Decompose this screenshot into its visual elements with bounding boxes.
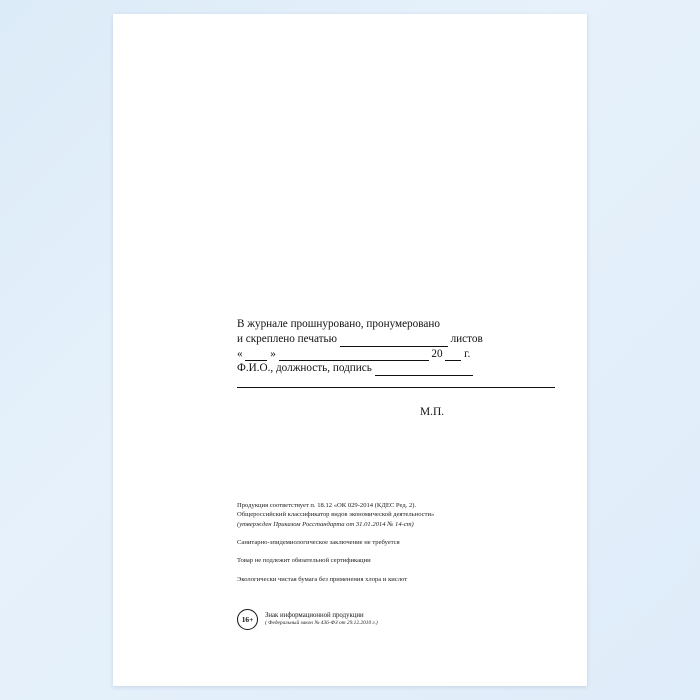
date-quote-close: » <box>270 347 276 360</box>
signatory-blank[interactable] <box>375 365 473 377</box>
certification-line-1-text: В журнале прошнуровано, пронумеровано <box>237 318 440 330</box>
signature-rule[interactable] <box>237 377 555 388</box>
document-page <box>113 14 587 686</box>
information-mark-text <box>265 611 378 628</box>
year-prefix: 20 <box>431 347 443 360</box>
day-blank[interactable] <box>245 350 267 362</box>
certification-line-3 <box>237 347 567 362</box>
footer-paragraph-1 <box>237 501 557 529</box>
certification-line-2-suffix: листов <box>450 332 483 345</box>
certification-line-2 <box>237 332 567 347</box>
footer-p1-line1: Продукция соответствует п. 18.12 «ОК 029-2014 (КДЕС Ред. 2). <box>237 502 417 509</box>
date-quote-open: « <box>237 347 243 360</box>
footer-p1-line2: Общероссийский классификатор видов экономической деятельности» <box>237 511 435 519</box>
certification-line-2-prefix: и скреплено печатью <box>237 332 337 345</box>
sheets-count-blank[interactable] <box>340 335 448 347</box>
stamp-place: М.П. <box>420 406 445 419</box>
certification-line-4 <box>237 361 567 376</box>
age-rating-badge: 16+ <box>237 609 258 630</box>
year-suffix: г. <box>464 347 471 360</box>
information-mark <box>237 609 378 630</box>
certification-block <box>237 317 567 420</box>
signatory-label: Ф.И.О., должность, подпись <box>237 362 372 375</box>
footer-notes <box>237 501 557 584</box>
footer-p1-line3: (утвержден Приказом Росстандарта от 31.01.2014 № 14-ст) <box>237 520 414 528</box>
month-blank[interactable] <box>279 350 429 362</box>
footer-paragraph-4: Экологически чистая бумага без применения хлора и кислот <box>237 575 408 583</box>
certification-line-1 <box>237 317 567 332</box>
year-blank[interactable] <box>445 350 461 362</box>
footer-paragraph-3: Товар не подлежит обязательной сертификации <box>237 557 371 565</box>
information-mark-title: Знак информационной продукции <box>265 611 364 619</box>
footer-paragraph-2: Санитарно-эпидемиологическое заключение не требуется <box>237 539 400 547</box>
information-mark-law: ( Федеральный закон № 436-ФЗ от 29.12.2010 г.) <box>265 620 378 627</box>
